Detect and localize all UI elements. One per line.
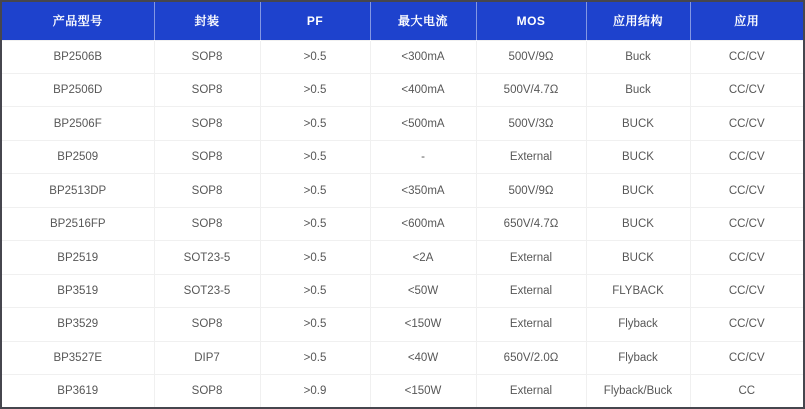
table-cell: >0.5 <box>260 73 370 106</box>
table-cell: CC <box>690 375 803 407</box>
table-cell: >0.5 <box>260 308 370 341</box>
table-cell: BP3519 <box>2 274 154 307</box>
column-header: 产品型号 <box>2 2 154 40</box>
table-cell: BP2506D <box>2 73 154 106</box>
table-cell: Buck <box>586 73 690 106</box>
table-cell: External <box>476 241 586 274</box>
table-cell: BP3529 <box>2 308 154 341</box>
table-cell: SOP8 <box>154 107 260 140</box>
table-cell: >0.5 <box>260 274 370 307</box>
table-row <box>2 207 803 240</box>
table-cell: External <box>476 308 586 341</box>
table-cell: BP2509 <box>2 140 154 173</box>
table-cell: BUCK <box>586 241 690 274</box>
column-header: 应用结构 <box>586 2 690 40</box>
table-cell: BP2519 <box>2 241 154 274</box>
table-cell: FLYBACK <box>586 274 690 307</box>
table-cell: Flyback <box>586 341 690 374</box>
table-row <box>2 174 803 207</box>
table-cell: >0.9 <box>260 375 370 407</box>
table-cell: <500mA <box>370 107 476 140</box>
table-cell: CC/CV <box>690 73 803 106</box>
table-cell: <150W <box>370 375 476 407</box>
table-row <box>2 341 803 374</box>
table-cell: - <box>370 140 476 173</box>
table-cell: SOP8 <box>154 308 260 341</box>
table-row <box>2 274 803 307</box>
table-cell: CC/CV <box>690 308 803 341</box>
table-cell: >0.5 <box>260 207 370 240</box>
table-row <box>2 308 803 341</box>
table-cell: CC/CV <box>690 140 803 173</box>
table-cell: SOP8 <box>154 40 260 73</box>
table-cell: CC/CV <box>690 174 803 207</box>
table-row <box>2 40 803 73</box>
table-cell: BP3619 <box>2 375 154 407</box>
table-cell: >0.5 <box>260 107 370 140</box>
table-cell: BUCK <box>586 107 690 140</box>
table-cell: CC/CV <box>690 274 803 307</box>
table-cell: >0.5 <box>260 140 370 173</box>
table-cell: CC/CV <box>690 40 803 73</box>
table-cell: SOP8 <box>154 375 260 407</box>
table-cell: <150W <box>370 308 476 341</box>
column-header: MOS <box>476 2 586 40</box>
table-cell: BUCK <box>586 207 690 240</box>
table-cell: 650V/2.0Ω <box>476 341 586 374</box>
column-header: PF <box>260 2 370 40</box>
table-cell: 650V/4.7Ω <box>476 207 586 240</box>
product-spec-table <box>2 2 803 407</box>
table-cell: SOP8 <box>154 174 260 207</box>
table-cell: <400mA <box>370 73 476 106</box>
table-header-row <box>2 2 803 40</box>
table-header <box>2 2 803 40</box>
table-cell: <40W <box>370 341 476 374</box>
column-header: 最大电流 <box>370 2 476 40</box>
column-header: 应用 <box>690 2 803 40</box>
table-cell: >0.5 <box>260 40 370 73</box>
table-cell: <2A <box>370 241 476 274</box>
table-cell: CC/CV <box>690 207 803 240</box>
table-cell: Flyback <box>586 308 690 341</box>
table-cell: DIP7 <box>154 341 260 374</box>
table-row <box>2 73 803 106</box>
table-cell: SOP8 <box>154 140 260 173</box>
table-cell: SOT23-5 <box>154 274 260 307</box>
table-cell: SOP8 <box>154 73 260 106</box>
table-cell: CC/CV <box>690 241 803 274</box>
table-cell: BUCK <box>586 140 690 173</box>
table-cell: 500V/3Ω <box>476 107 586 140</box>
table-row <box>2 107 803 140</box>
table-row <box>2 241 803 274</box>
table-cell: 500V/9Ω <box>476 174 586 207</box>
table-cell: External <box>476 274 586 307</box>
column-header: 封装 <box>154 2 260 40</box>
table-cell: <350mA <box>370 174 476 207</box>
table-cell: External <box>476 140 586 173</box>
table-cell: BUCK <box>586 174 690 207</box>
table-cell: >0.5 <box>260 241 370 274</box>
table-cell: >0.5 <box>260 174 370 207</box>
table-cell: CC/CV <box>690 341 803 374</box>
table-cell: <300mA <box>370 40 476 73</box>
table-cell: BP2506B <box>2 40 154 73</box>
table-cell: Flyback/Buck <box>586 375 690 407</box>
table-cell: BP2506F <box>2 107 154 140</box>
table-cell: SOT23-5 <box>154 241 260 274</box>
table-cell: SOP8 <box>154 207 260 240</box>
table-row <box>2 375 803 407</box>
table-cell: BP3527E <box>2 341 154 374</box>
table-cell: Buck <box>586 40 690 73</box>
table-row <box>2 140 803 173</box>
table-cell: CC/CV <box>690 107 803 140</box>
table-cell: <600mA <box>370 207 476 240</box>
table-body <box>2 40 803 407</box>
table-cell: BP2516FP <box>2 207 154 240</box>
table-cell: 500V/9Ω <box>476 40 586 73</box>
table-cell: BP2513DP <box>2 174 154 207</box>
table-cell: 500V/4.7Ω <box>476 73 586 106</box>
table-cell: <50W <box>370 274 476 307</box>
table-cell: >0.5 <box>260 341 370 374</box>
table-cell: External <box>476 375 586 407</box>
